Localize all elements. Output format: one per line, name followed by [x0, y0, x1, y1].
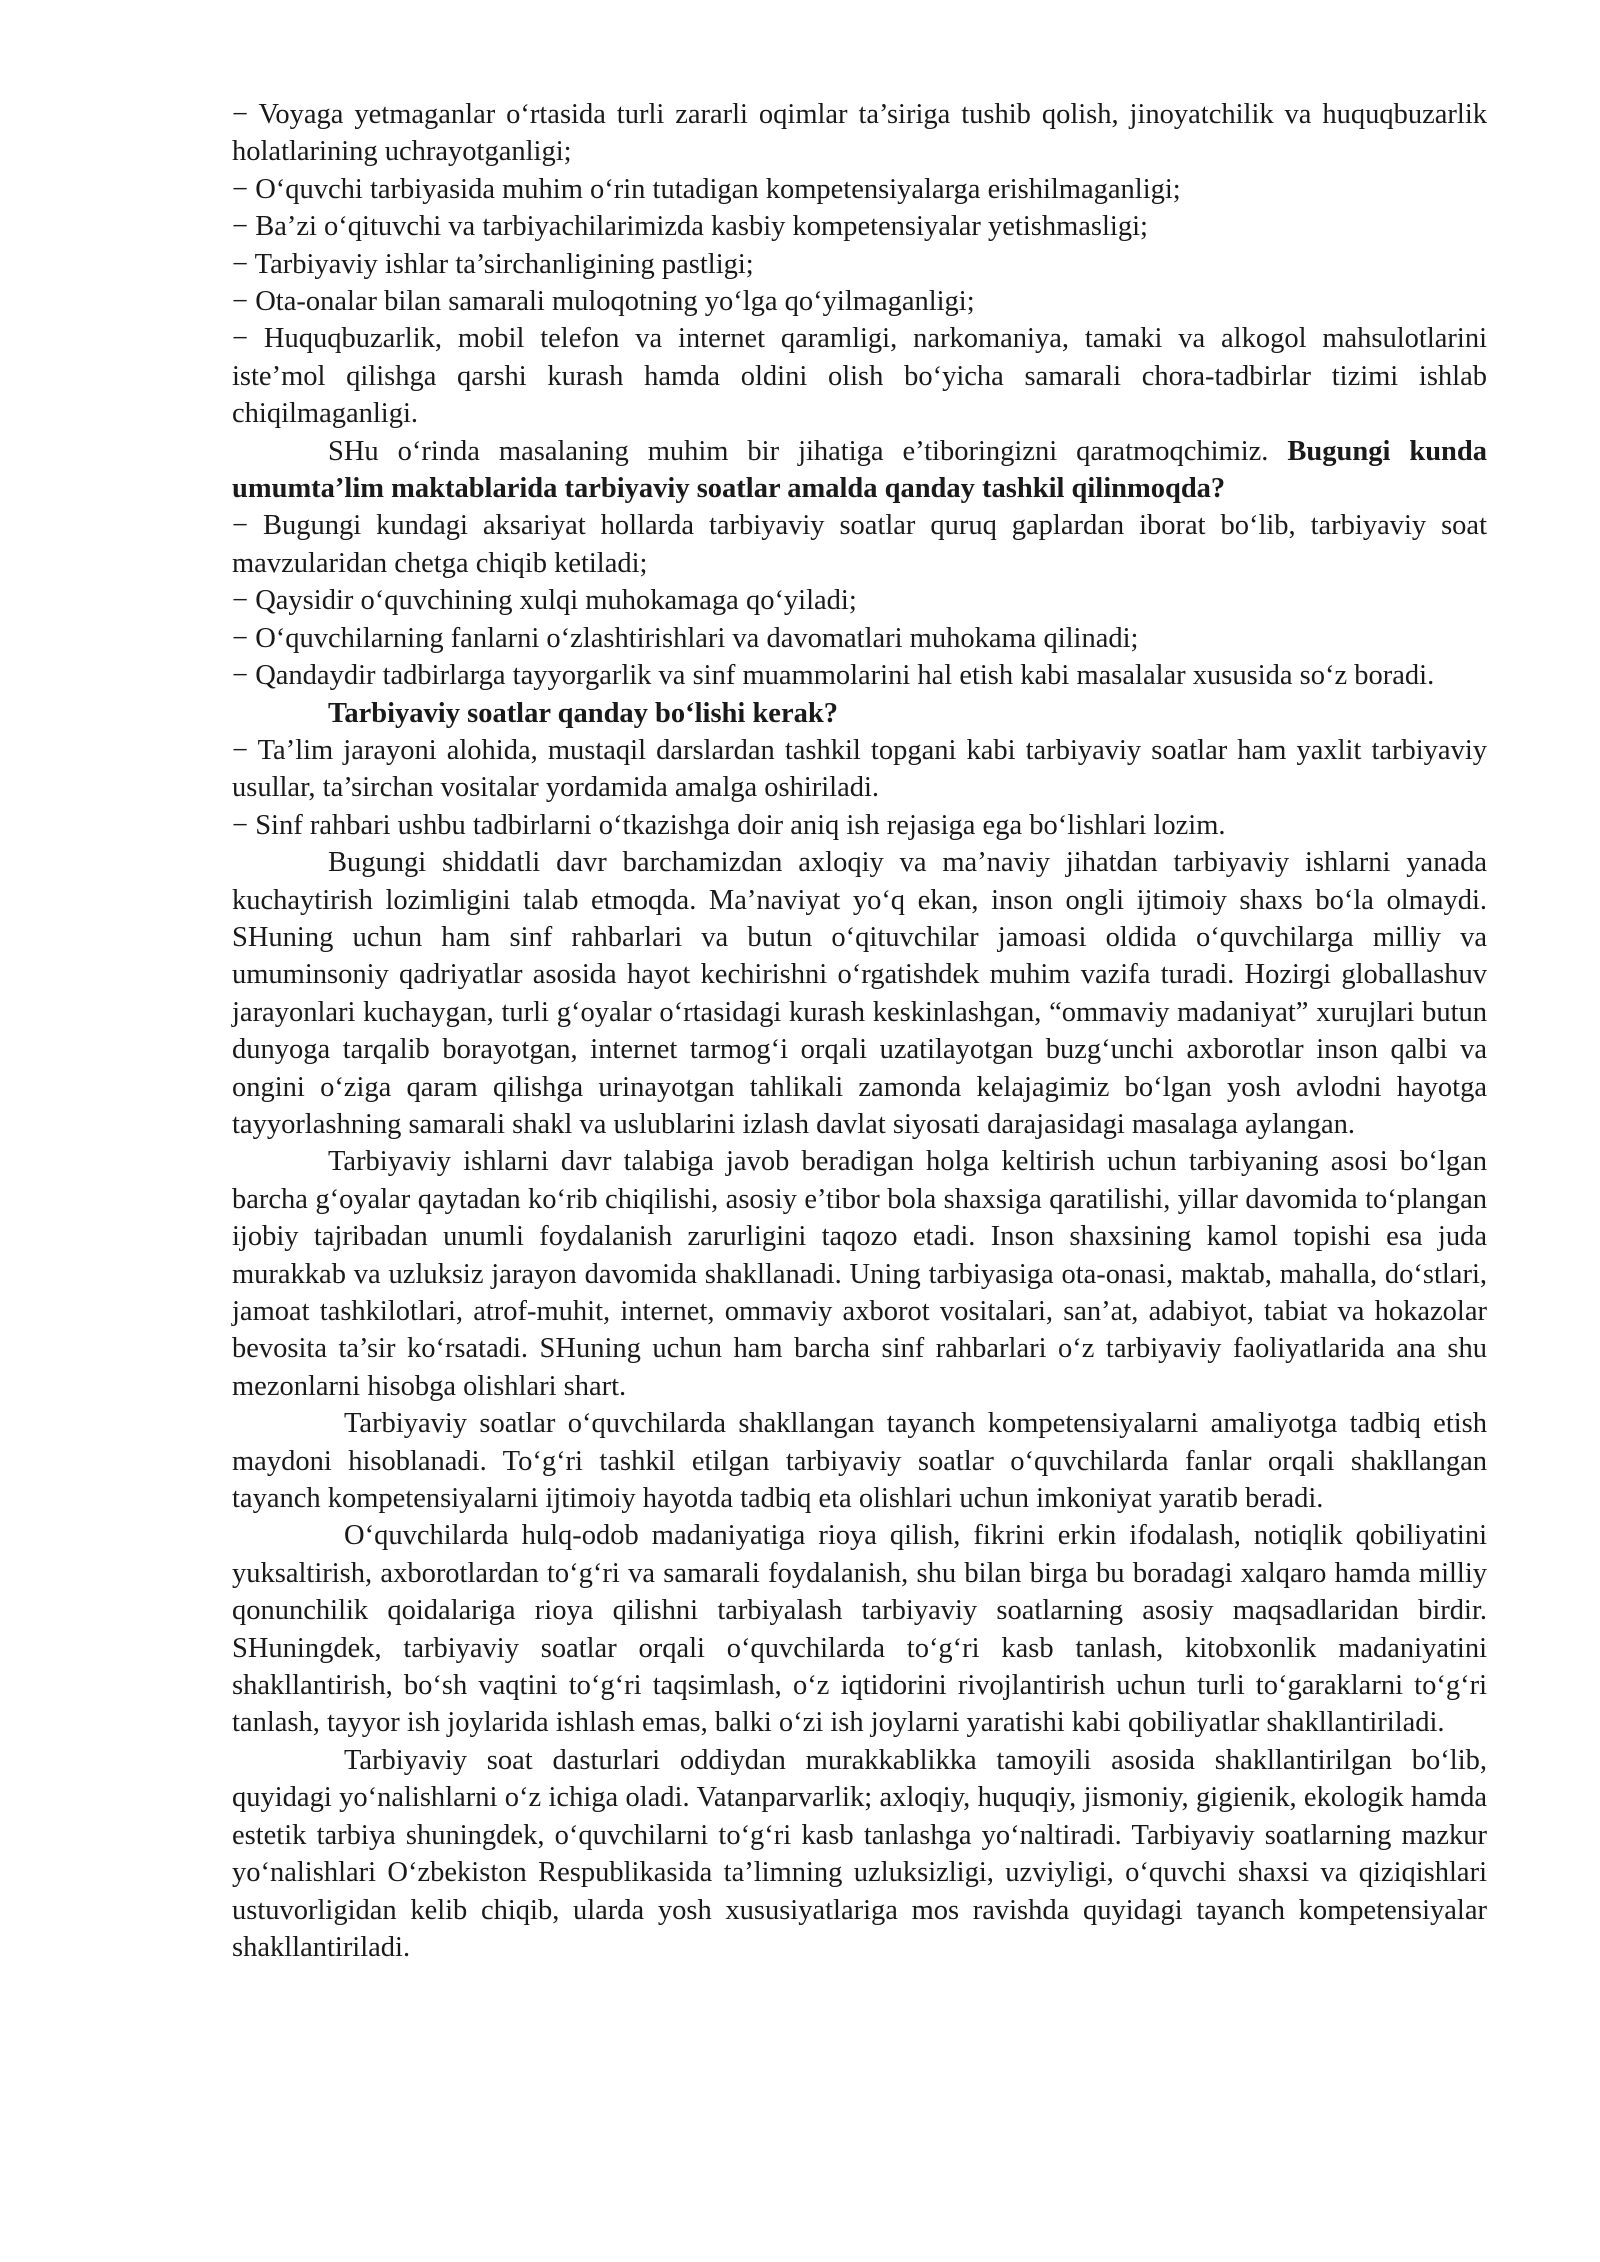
body-paragraph: Bugungi shiddatli davr barchamizdan axloqiy va ma’naviy jihatdan tarbiyaviy ishlarni yanada kuchaytirish lozimligini talab etmoqda. Ma’naviyat yo‘q ekan, inson ongli ijtimoiy shaxs bo‘la olmaydi. SHuning uchun ham sinf rahbarlari va butun o‘qituvchilar jamoasi oldida o‘quvchilarga milliy va umuminsoniy qadriyatlar asosida hayot kechirishni o‘rgatishdek muhim vazifa turadi. Hozirgi globallashuv jarayonlari kuchaygan, turli g‘oyalar o‘rtasidagi kurash keskinlashgan, “ommaviy madaniyat” xurujlari butun dunyoga tarqalib borayotgan, internet tarmog‘i orqali uzatilayotgan buzg‘unchi axborotlar inson qalbi va ongini o‘ziga qaram qilishga urinayotgan tahlikali zamonda kelajagimiz bo‘lgan yosh avlodni hayotga tayyorlashning samarali shakl va uslublarini izlash davlat siyosati darajasidagi masalaga aylangan.	[232, 847, 1487, 1140]
document-page	[232, 96, 1487, 1966]
problem-item: − Tarbiyaviy ishlar ta’sirchanligining pastligi;	[232, 248, 754, 280]
problem-item: − Ba’zi o‘qituvchi va tarbiyachilarimizda kasbiy kompetensiyalar yetishmasligi;	[232, 211, 1148, 243]
practice-item: − Qandaydir tadbirlarga tayyorgarlik va sinf muammolarini hal etish kabi masalalar xususida so‘z boradi.	[232, 660, 1435, 692]
body-paragraph: Tarbiyaviy soat dasturlari oddiydan murakkablikka tamoyili asosida shakllantirilgan bo‘lib, quyidagi yo‘nalishlarni o‘z ichiga oladi. Vatanparvarlik; axloqiy, huquqiy, jismoniy, gigienik, ekologik hamda estetik tarbiya shuningdek, o‘quvchilarni to‘g‘ri kasb tanlashga yo‘naltiradi. Tarbiyaviy soatlarning mazkur yo‘nalishlari O‘zbekiston Respublikasida ta’limning uzluksizligi, uzviyligi, o‘quvchi shaxsi va qiziqishlari ustuvorligidan kelib chiqib, ularda yosh xususiyatlariga mos ravishda quyidagi tayanch kompetensiyalar shakllantiriladi.	[232, 1744, 1487, 1963]
problem-item: − O‘quvchi tarbiyasida muhim o‘rin tutadigan kompetensiyalarga erishilmaganligi;	[232, 173, 1181, 205]
attention-paragraph	[232, 433, 1487, 508]
attention-lead: SHu o‘rinda masalaning muhim bir jihatiga e’tiboringizni qaratmoqchimiz.	[328, 435, 1269, 467]
problem-item: − Voyaga yetmaganlar o‘rtasida turli zararli oqimlar ta’siriga tushib qolish, jinoyatchilik va huquqbuzarlik holatlarining uchrayotganligi;	[232, 99, 1487, 168]
body-paragraph: Tarbiyaviy soatlar o‘quvchilarda shakllangan tayanch kompetensiyalarni amaliyotga tadbiq etish maydoni hisoblanadi. To‘g‘ri tashkil etilgan tarbiyaviy soatlar o‘quvchilarda fanlar orqali shakllangan tayanch kompetensiyalarni ijtimoiy hayotda tadbiq eta olishlari uchun imkoniyat yaratib beradi.	[232, 1408, 1487, 1515]
problem-item: − Huquqbuzarlik, mobil telefon va internet qaramligi, narkomaniya, tamaki va alkogol mahsulotlarini iste’mol qilishga qarshi kurash hamda oldini olish bo‘yicha samarali chora-tadbirlar tizimi ishlab chiqilmaganligi.	[232, 323, 1487, 430]
problem-item: − Ota-onalar bilan samarali muloqotning yo‘lga qo‘yilmaganligi;	[232, 286, 975, 318]
section-heading: Tarbiyaviy soatlar qanday bo‘lishi kerak?	[328, 697, 838, 729]
body-paragraph: Tarbiyaviy ishlarni davr talabiga javob beradigan holga keltirish uchun tarbiyaning asosi bo‘lgan barcha g‘oyalar qaytadan ko‘rib chiqilishi, asosiy e’tibor bola shaxsiga qaratilishi, yillar davomida to‘plangan ijobiy tajribadan unumli foydalanish zarurligini taqozo etadi. Inson shaxsining kamol topishi esa juda murakkab va uzluksiz jarayon davomida shakllanadi. Uning tarbiyasiga ota-onasi, maktab, mahalla, do‘stlari, jamoat tashkilotlari, atrof-muhit, internet, ommaviy axborot vositalari, san’at, adabiyot, tabiat va hokazolar bevosita ta’sir ko‘rsatadi. SHuning uchun ham barcha sinf rahbarlari o‘z tarbiyaviy faoliyatlarida ana shu mezonlarni hisobga olishlari shart.	[232, 1146, 1487, 1402]
requirement-item: − Sinf rahbari ushbu tadbirlarni o‘tkazishga doir aniq ish rejasiga ega bo‘lishlari lozim.	[232, 809, 1226, 841]
requirement-item: − Ta’lim jarayoni alohida, mustaqil darslardan tashkil topgani kabi tarbiyaviy soatlar ham yaxlit tarbiyaviy usullar, ta’sirchan vositalar yordamida amalga oshiriladi.	[232, 734, 1487, 804]
attention-question: Bugungi kunda umumta’lim maktablarida tarbiyaviy soatlar amalda qanday tashkil qilinmoqda?	[232, 435, 1487, 505]
practice-item: − Bugungi kundagi aksariyat hollarda tarbiyaviy soatlar quruq gaplardan iborat bo‘lib, tarbiyaviy soat mavzularidan chetga chiqib ketiladi;	[232, 510, 1487, 579]
practice-item: − Qaysidir o‘quvchining xulqi muhokamaga qo‘yiladi;	[232, 585, 857, 617]
body-paragraph: O‘quvchilarda hulq-odob madaniyatiga rioya qilish, fikrini erkin ifodalash, notiqlik qobiliyatini yuksaltirish, axborotlardan to‘g‘ri va samarali foydalanish, shu bilan birga bu boradagi xalqaro hamda milliy qonunchilik qoidalariga rioya qilishni tarbiyalash tarbiyaviy soatlarning asosiy maqsadlaridan birdir. SHuningdek, tarbiyaviy soatlar orqali o‘quvchilarda to‘g‘ri kasb tanlash, kitobxonlik madaniyatini shakllantirish, bo‘sh vaqtini to‘g‘ri taqsimlash, o‘z iqtidorini rivojlantirish uchun turli to‘garaklarni to‘g‘ri tanlash, tayyor ish joylarida ishlash emas, balki o‘zi ish joylarni yaratishi kabi qobiliyatlar shakllantiriladi.	[232, 1520, 1487, 1739]
practice-item: − O‘quvchilarning fanlarni o‘zlashtirishlari va davomatlari muhokama qilinadi;	[232, 622, 1139, 654]
